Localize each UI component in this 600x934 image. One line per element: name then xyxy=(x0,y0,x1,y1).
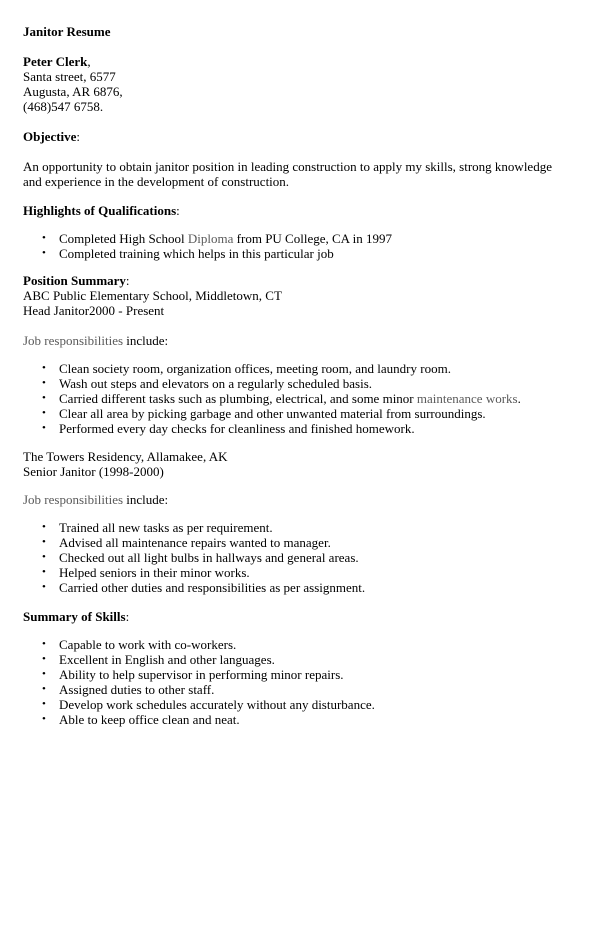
list-item xyxy=(23,697,583,712)
list-item xyxy=(23,667,583,682)
list-item xyxy=(23,361,583,376)
list-item xyxy=(23,652,583,667)
bullet-icon: • xyxy=(42,713,46,725)
list-item-text: Clear all area by picking garbage and other unwanted material from surroundings. xyxy=(59,406,486,421)
list-item-link[interactable]: Diploma xyxy=(187,231,234,246)
list-item-text: Capable to work with co-workers. xyxy=(59,637,237,652)
bullet-icon: • xyxy=(42,247,46,259)
list-item xyxy=(23,712,583,727)
position-summary-heading-line xyxy=(23,273,583,288)
list-item-text: Assigned duties to other staff. xyxy=(59,682,215,697)
contact-name-line xyxy=(23,54,583,69)
qualifications-heading: Highlights of Qualifications xyxy=(23,203,177,218)
objective-section xyxy=(23,129,583,189)
contact-phone: (468)547 6758. xyxy=(23,99,104,114)
objective-colon: : xyxy=(76,129,81,144)
position-summary-heading: Position Summary xyxy=(23,273,126,288)
list-item xyxy=(23,550,583,565)
list-item-text: Carried different tasks such as plumbing, electrical, and some minor xyxy=(59,391,417,406)
job-role: Head Janitor2000 - Present xyxy=(23,303,165,318)
job-responsibilities-line xyxy=(23,492,583,507)
list-item xyxy=(23,246,583,261)
list-item xyxy=(23,421,583,436)
list-item-text-end: . xyxy=(517,391,521,406)
bullet-icon: • xyxy=(42,377,46,389)
position-summary-colon: : xyxy=(125,273,130,288)
list-item-text: Advised all maintenance repairs wanted to manager. xyxy=(59,535,331,550)
list-item xyxy=(23,231,583,246)
bullet-icon: • xyxy=(42,422,46,434)
resume-page xyxy=(23,24,583,727)
list-item xyxy=(23,391,583,406)
bullet-icon: • xyxy=(42,536,46,548)
job-org: ABC Public Elementary School, Middletown, CT xyxy=(23,288,282,303)
job-role: Senior Janitor (1998-2000) xyxy=(23,464,164,479)
job-duties-list xyxy=(23,361,583,436)
list-item xyxy=(23,376,583,391)
list-item-link[interactable]: maintenance works xyxy=(416,391,518,406)
contact-street: Santa street, 6577 xyxy=(23,69,116,84)
list-item-text: Clean society room, organization offices, meeting room, and laundry room. xyxy=(59,361,451,376)
list-item-text: Wash out steps and elevators on a regularly scheduled basis. xyxy=(59,376,373,391)
job-org: The Towers Residency, Allamakee, AK xyxy=(23,449,228,464)
list-item xyxy=(23,406,583,421)
list-item-text-end: from PU College, CA in 1997 xyxy=(233,231,392,246)
list-item xyxy=(23,520,583,535)
list-item-text: Excellent in English and other languages. xyxy=(59,652,275,667)
job-entry xyxy=(23,288,583,436)
list-item-text: Carried other duties and responsibilities as per assignment. xyxy=(59,580,366,595)
bullet-icon: • xyxy=(42,407,46,419)
list-item xyxy=(23,637,583,652)
list-item xyxy=(23,580,583,595)
list-item-text: Completed High School xyxy=(59,231,188,246)
contact-city: Augusta, AR 6876, xyxy=(23,84,123,99)
qualifications-colon: : xyxy=(176,203,180,218)
bullet-icon: • xyxy=(42,566,46,578)
bullet-icon: • xyxy=(42,232,46,244)
list-item-text: Able to keep office clean and neat. xyxy=(59,712,240,727)
list-item xyxy=(23,682,583,697)
contact-name: Peter Clerk xyxy=(23,54,88,69)
bullet-icon: • xyxy=(42,683,46,695)
skills-heading-line xyxy=(23,609,583,624)
skills-colon: : xyxy=(125,609,130,624)
job-duties-list xyxy=(23,520,583,595)
bullet-icon: • xyxy=(42,668,46,680)
list-item-text: Develop work schedules accurately without any disturbance. xyxy=(59,697,375,712)
bullet-icon: • xyxy=(42,521,46,533)
qualifications-heading-line xyxy=(23,203,583,218)
bullet-icon: • xyxy=(42,638,46,650)
objective-heading-line xyxy=(23,129,583,144)
list-item-text: Performed every day checks for cleanliness and finished homework. xyxy=(59,421,415,436)
bullet-icon: • xyxy=(42,362,46,374)
position-summary-section xyxy=(23,273,583,595)
list-item-text: Checked out all light bulbs in hallways and general areas. xyxy=(59,550,359,565)
list-item xyxy=(23,565,583,580)
bullet-icon: • xyxy=(42,698,46,710)
job-responsibilities-line xyxy=(23,333,583,348)
list-item xyxy=(23,535,583,550)
bullet-icon: • xyxy=(42,581,46,593)
contact-name-suffix: , xyxy=(87,54,91,69)
bullet-icon: • xyxy=(42,551,46,563)
bullet-icon: • xyxy=(42,653,46,665)
skills-list xyxy=(23,637,583,727)
objective-heading: Objective xyxy=(23,129,77,144)
qualifications-list xyxy=(23,231,583,261)
document-title: Janitor Resume xyxy=(23,24,111,39)
job-responsibilities-rest: include: xyxy=(123,333,169,348)
job-responsibilities-rest: include: xyxy=(123,492,169,507)
job-responsibilities-link[interactable]: Job responsibilities xyxy=(23,333,124,348)
job-responsibilities-link[interactable]: Job responsibilities xyxy=(23,492,124,507)
skills-section xyxy=(23,609,583,727)
qualifications-section xyxy=(23,203,583,261)
objective-text: An opportunity to obtain janitor position in leading construction to apply my skills, strong knowledge and experience in the development of construction. xyxy=(23,159,552,189)
bullet-icon: • xyxy=(42,392,46,404)
contact-block xyxy=(23,54,583,114)
list-item-text: Ability to help supervisor in performing minor repairs. xyxy=(59,667,344,682)
list-item-text: Completed training which helps in this particular job xyxy=(59,246,334,261)
list-item-text: Helped seniors in their minor works. xyxy=(59,565,250,580)
list-item-text: Trained all new tasks as per requirement. xyxy=(59,520,273,535)
skills-heading: Summary of Skills xyxy=(23,609,126,624)
job-entry xyxy=(23,449,583,595)
